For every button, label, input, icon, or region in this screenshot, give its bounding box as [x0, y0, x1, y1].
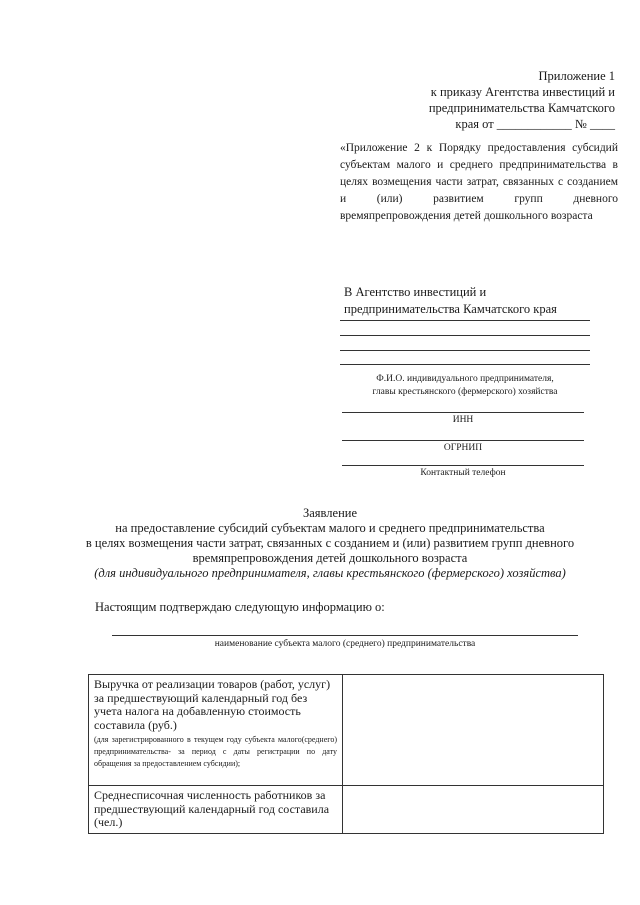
statement-heading: Заявление: [302, 506, 357, 520]
recipient-line-1: В Агентство инвестиций и: [344, 285, 487, 299]
revenue-note: (для зарегистрированного в текущем году субъекта малого(среднего) предпринимательства- за период с даты регистрации по дату обращения за предоставлением субсидии);: [94, 735, 337, 768]
recipient-block: [344, 284, 614, 318]
fio-blank-line-3[interactable]: [340, 350, 590, 351]
employees-label: Среднесписочная численность работников за предшествующий календарный год составила (чел.): [94, 788, 330, 829]
employees-value-cell[interactable]: [343, 786, 604, 834]
table-row: [89, 675, 604, 786]
inn-caption: ИНН: [452, 415, 474, 425]
fio-caption-line-2: главы крестьянского (фермерского) хозяйства: [372, 387, 558, 397]
appendix-line-4: края от ____________ № ____: [455, 117, 615, 131]
phone-blank-line[interactable]: [342, 465, 584, 466]
appendix-line-2: к приказу Агентства инвестиций и: [430, 85, 615, 99]
phone-caption: Контактный телефон: [420, 468, 506, 478]
statement-title-block: [60, 506, 600, 581]
fio-blank-line-4[interactable]: [340, 364, 590, 365]
statement-line-2: в целях возмещения части затрат, связанных с созданием и (или) развитием групп дневного: [85, 536, 575, 550]
revenue-label: Выручка от реализации товаров (работ, услуг) за предшествующий календарный год без учета налога на добавленную стоимость составила (руб.): [94, 677, 331, 732]
ogrnip-blank-line[interactable]: [342, 440, 584, 441]
revenue-value-cell[interactable]: [343, 675, 604, 786]
appendix-line-3: предпринимательства Камчатского: [428, 101, 615, 115]
fio-caption: [340, 374, 590, 397]
fio-blank-line-2[interactable]: [340, 335, 590, 336]
revenue-label-cell: [89, 675, 343, 786]
recipient-line-2: предпринимательства Камчатского края: [344, 302, 557, 316]
confirm-text: Настоящим подтверждаю следующую информацию о:: [95, 600, 385, 614]
fio-blank-line-1[interactable]: [340, 320, 590, 321]
subject-name-blank-line[interactable]: [112, 635, 578, 636]
subject-name-caption: наименование субъекта малого (среднего) предпринимательства: [214, 639, 476, 649]
statement-line-3: времяпрепровождения детей дошкольного возраста: [192, 551, 468, 565]
fio-caption-line-1: Ф.И.О. индивидуального предпринимателя,: [376, 374, 554, 384]
appendix-line-1: Приложение 1: [538, 69, 615, 83]
statement-line-4: (для индивидуального предпринимателя, главы крестьянского (фермерского) хозяйства): [94, 566, 566, 580]
table-row: [89, 786, 604, 834]
info-table: [88, 674, 604, 834]
inn-blank-line[interactable]: [342, 412, 584, 413]
employees-label-cell: [89, 786, 343, 834]
statement-line-1: на предоставление субсидий субъектам малого и среднего предпринимательства: [115, 521, 545, 535]
appendix-quote: «Приложение 2 к Порядку предоставления субсидий субъектам малого и среднего предпринимательства в целях возмещения части затрат, связанных с созданием и (или) развитием групп дневного времяпрепровождения детей дошкольного возраста: [340, 142, 618, 222]
ogrnip-caption: ОГРНИП: [443, 443, 483, 453]
appendix-header: [410, 68, 615, 132]
